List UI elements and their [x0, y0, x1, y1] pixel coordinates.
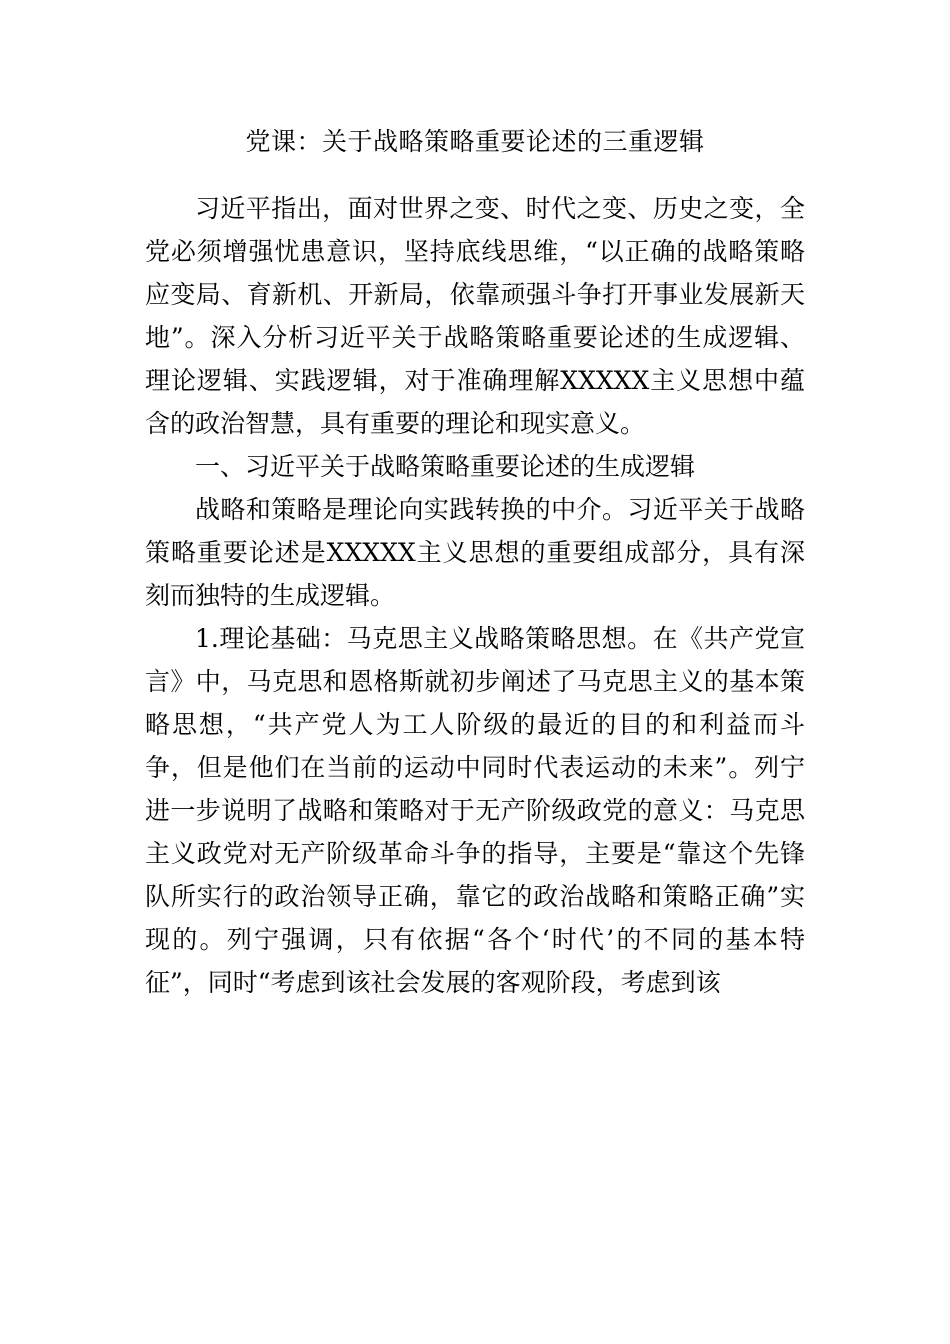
- paragraph-section-1: 战略和策略是理论向实践转换的中介。习近平关于战略策略重要论述是XXXXX主义思想的重要组成部分，具有深刻而独特的生成逻辑。: [145, 495, 805, 610]
- document-title: 党课：关于战略策略重要论述的三重逻辑: [245, 127, 705, 156]
- paragraph-theory-basis: 1.理论基础：马克思主义战略策略思想。在《共产党宣言》中，马克思和恩格斯就初步阐述了马克思主义的基本策略思想，“共产党人为工人阶级的最近的目的和利益而斗争，但是他们在当前的运动中同时代表运动的未来”。列宁进一步说明了战略和策略对于无产阶级政党的意义：马克思主义政党对无产阶级革命斗争的指导，主要是“靠这个先锋队所实行的政治领导正确，靠它的政治战略和策略正确”实现的。列宁强调，只有依据“各个‘时代’的不同的基本特征”，同时“考虑到该社会发展的客观阶段，考虑到该: [145, 624, 805, 997]
- document-body: [145, 187, 805, 1004]
- paragraph-intro: 习近平指出，面对世界之变、时代之变、历史之变，全党必须增强忧患意识，坚持底线思维，“以正确的战略策略应变局、育新机、开新局，依靠顽强斗争打开事业发展新天地”。深入分析习近平关于战略策略重要论述的生成逻辑、理论逻辑、实践逻辑，对于准确理解XXXXX主义思想中蕴含的政治智慧，具有重要的理论和现实意义。: [145, 194, 805, 438]
- section-heading-1: 一、习近平关于战略策略重要论述的生成逻辑: [195, 452, 696, 481]
